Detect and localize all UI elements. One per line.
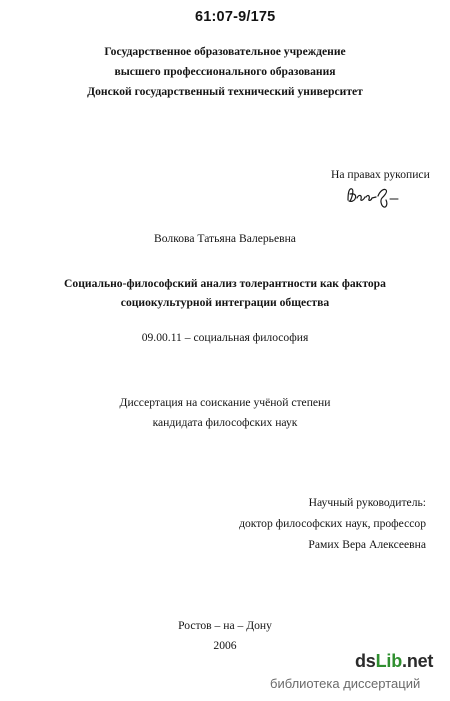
institution-line-3: Донской государственный технический университет (87, 85, 363, 98)
specialty-code: 09.00.11 – социальная философия (141, 331, 309, 344)
watermark-net: .net (402, 651, 434, 671)
author-signature (344, 182, 406, 210)
watermark-logo[interactable] (355, 651, 433, 672)
institution-line-1: Государственное образовательное учреждение (104, 45, 346, 58)
degree-line-1: Диссертация на соискание учёной степени (119, 396, 331, 409)
year: 2006 (213, 639, 237, 652)
dissertation-title-line-2: социокультурной интеграции общества (120, 296, 330, 309)
watermark-lib: Lib (375, 651, 403, 671)
supervisor-name: Рамих Вера Алексеевна (308, 538, 426, 551)
supervisor-label: Научный руководитель: (308, 496, 426, 509)
supervisor-degree: доктор философских наук, профессор (239, 517, 426, 530)
author-name: Волкова Татьяна Валерьевна (154, 232, 296, 245)
watermark-ds: ds (355, 651, 376, 671)
dissertation-title-line-1: Социально-философский анализ толерантности как фактора (64, 277, 386, 290)
degree-line-2: кандидата философских наук (152, 416, 298, 429)
watermark-tagline: библиотека диссертаций (270, 676, 421, 691)
city: Ростов – на – Дону (178, 619, 272, 632)
rights-note: На правах рукописи (331, 168, 430, 181)
institution-line-2: высшего профессионального образования (114, 65, 336, 78)
archive-code: 61:07-9/175 (195, 9, 276, 25)
signature-graphic (344, 182, 406, 210)
